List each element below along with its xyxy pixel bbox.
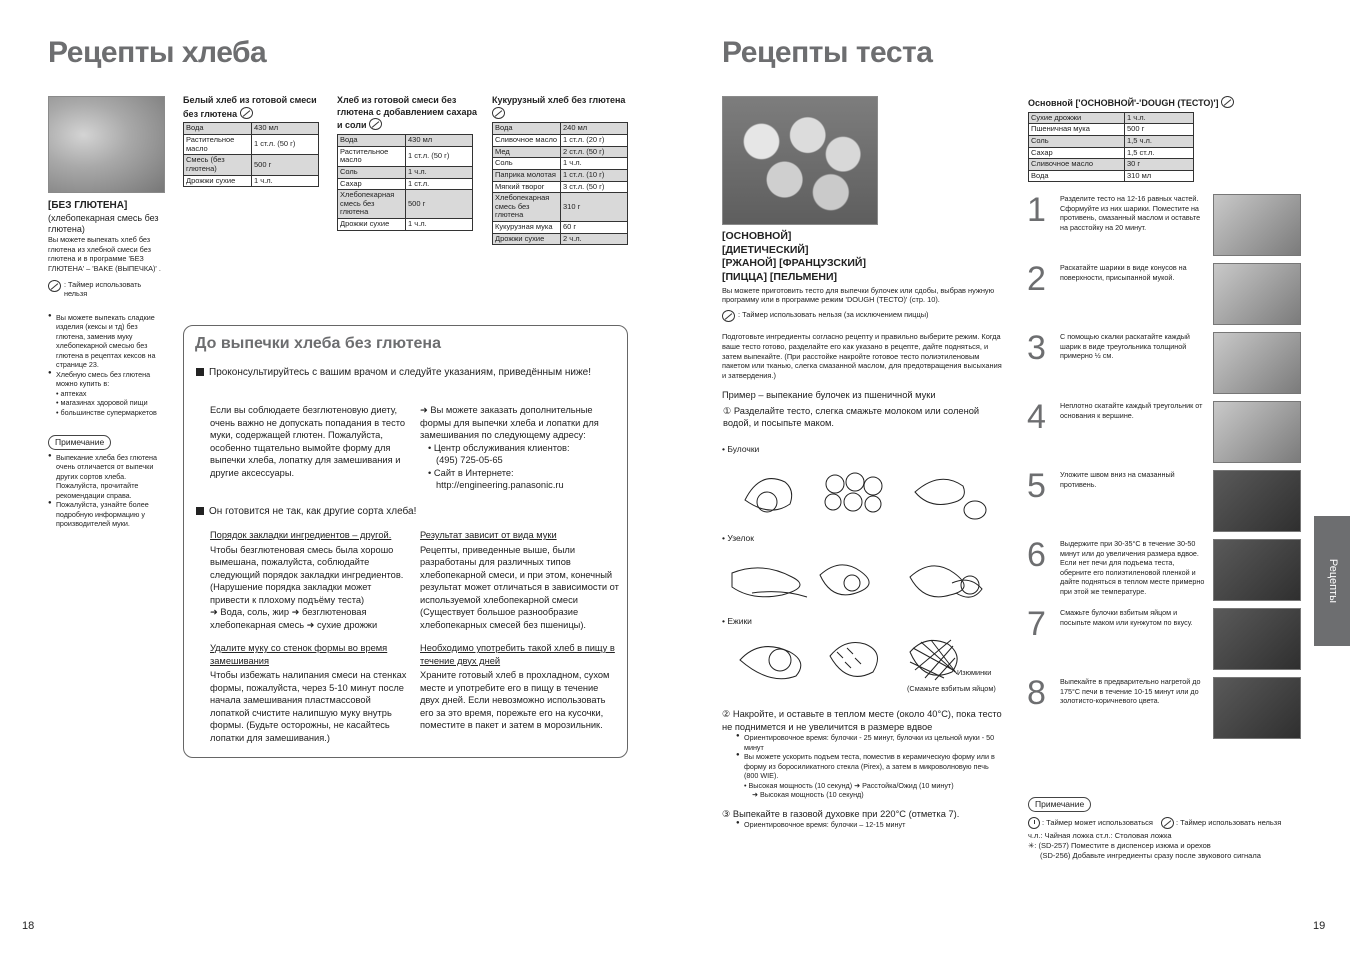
- table-row: Сахар 1,5 ст.л.: [1029, 147, 1194, 159]
- timer-disabled-icon: [369, 118, 382, 130]
- step-5-photo: [1213, 470, 1301, 532]
- table-row: Соль 1,5 ч.л.: [1029, 135, 1194, 147]
- example-step-2: ② Накройте, и оставьте в теплом месте (около 40°C), пока тесто не поднимется и не увеличится в размере вдвое: [722, 709, 1002, 732]
- timer-disabled-icon: [48, 280, 61, 292]
- raisins-label: Изюминки: [957, 668, 992, 677]
- step-text: Неплотно скатайте каждый треугольник от основания к вершине.: [1060, 401, 1203, 420]
- table-row: Смесь (без глютена) 500 г: [184, 155, 319, 175]
- table-row: Дрожжи сухие 2 ч.л.: [493, 233, 628, 245]
- advice-wash-paragraph: Если вы соблюдаете безглютеновую диету, очень важно не допускать попадания в тесто муки, содержащей глютен. Пожалуйста, особенно тщательно вымойте форму для выпечки хлеба, лопатку для замешивания и другие аксессуары.: [210, 405, 406, 478]
- rolls-illustration: [735, 462, 1000, 526]
- timer-disabled-icon: [492, 107, 505, 119]
- ingredients-table: [183, 122, 319, 187]
- step-number: 4: [1027, 398, 1046, 436]
- table-row: Вода 240 мл: [493, 123, 628, 135]
- step-number: 1: [1027, 191, 1046, 229]
- step-3-bullets: [722, 820, 1002, 830]
- list-item: ● Вы можете выпекать сладкие изделия (кексы и тд) без глютена, заменив муку хлебопекарной смесью без глютена в рецептах кексов на странице 23.: [48, 313, 166, 370]
- advice-sub-scrape: Удалите муку со стенок формы во время замешивания Чтобы избежать налипания смеси на стенках формы, пожалуйста, через 5-10 минут после начала замешивания пластмассовой лопаткой счистите налипшую муку внутрь формы. (Будьте осторожны, не касайтесь лопатки для замешивания.): [210, 643, 407, 743]
- ingredients-table: [492, 122, 628, 245]
- table-row: Растительное масло 1 ст.л. (50 г): [184, 135, 319, 155]
- table-row: Пшеничная мука 500 г: [1029, 124, 1194, 136]
- legend-star-1: ✳: (SD-257) Поместите в диспенсер изюма и орехов: [1028, 840, 1211, 850]
- advice-sub-flour: Результат зависит от вида муки Рецепты, приведенные выше, были разработаны для различных типов хлебопекарной смеси, и при этом, конечный результат может отличаться в зависимости от используемой хлебопекарной смеси (Существует большое разнообразие хлебопекарных смесей без пшеницы).: [420, 530, 619, 630]
- table-row: Сухие дрожжи 1 ч.л.: [1029, 112, 1194, 124]
- step-text: Разделите тесто на 12-16 равных частей. Сформуйте из них шарики. Поместите на противень, смазанный маслом и оставьте на расстойку на 20 минут.: [1060, 194, 1201, 232]
- timer-allowed-icon: [1028, 817, 1040, 829]
- step-text: С помощью скалки раскатайте каждый шарик в виде треугольника толщиной примерно ½ см.: [1060, 332, 1190, 360]
- table-row: Хлебопекарная смесь без глютена 310 г: [493, 193, 628, 222]
- advice-sub-storage: Необходимо употребить такой хлеб в пищу в течение двух дней Храните готовый хлеб в прохладном, сухом месте и употребите его в пищу в течение двух дней. Если невозможно использовать его за это время, порежьте его на кусочки, поместите в пакет и затем в морозильник.: [420, 643, 615, 731]
- list-item: • аптеках: [56, 388, 87, 398]
- table-row: Вода 430 мл: [338, 135, 473, 147]
- step-number: 3: [1027, 329, 1046, 367]
- recipe-title: Кукурузный хлеб без глютена: [492, 95, 632, 120]
- buns-photo: [722, 96, 878, 225]
- step-text: Уложите швом вниз на смазанный противень.: [1060, 470, 1175, 489]
- microwave-step-2: ➜ Высокая мощность (10 секунд): [752, 790, 864, 800]
- hedgehog-illustration: [735, 630, 965, 686]
- table-row: Дрожжи сухие 1 ч.л.: [184, 175, 319, 187]
- step-7-photo: [1213, 608, 1301, 670]
- step-text: Смажьте булочки взбитым яйцом и посыпьте маком или кунжутом по вкусу.: [1060, 608, 1193, 627]
- basic-dough-recipe: [1028, 96, 1258, 182]
- example-steps-2-3: [722, 708, 1002, 830]
- timer-disabled-icon: [240, 107, 253, 119]
- table-row: Соль 1 ч.л.: [338, 166, 473, 178]
- step-number: 2: [1027, 260, 1046, 298]
- list-item: ● Вы можете ускорить подъем теста, поместив в керамическую форму или в форму из боросиликатного стекла (Pirex), а затем в микроволновую печь (800 WIE).: [736, 752, 1002, 781]
- table-row: Растительное масло 1 ст.л. (50 г): [338, 146, 473, 166]
- dough-preparation-text: Подготовьте ингредиенты согласно рецепту и правильно выберите режим. Когда ваше тесто готово, разделайте его как указано в рецепте, дайте подняться, и затем выпекайте. (При расстойке накройте готовое тесто полиэтиленовым пакетом или тканью, слегка смазанной маслом, для предотвращения высыхания и затвердения.): [722, 332, 1002, 381]
- mode-list: [ОСНОВНОЙ] [ДИЕТИЧЕСКИЙ] [РЖАНОЙ] [ФРАНЦУЗСКИЙ] [ПИЦЦА] [ПЕЛЬМЕНИ]: [722, 230, 866, 283]
- advice-sub-order: Порядок закладки ингредиентов – другой. Чтобы безглютеновая смесь была хорошо вымешана, пожалуйста, соблюдайте следующий порядок закладки ингредиентов. (Нарушение порядка закладки может привести к плохому подъёму теста) ➜ Вода, соль, жир ➜ безглютеновая хлебопекарная смесь ➜ сухие дрожжи: [210, 530, 404, 630]
- gluten-free-bullets: [48, 313, 166, 389]
- legend: : Таймер может использоваться : Таймер использовать нельзя ч.л.: Чайная ложка ст.л.: Столовая ложка ✳: (SD-257) Поместите в диспенсер изюма и орехов (SD-256) Добавьте ингредиенты сразу после звукового сигнала: [1028, 817, 1328, 861]
- table-row: Хлебопекарная смесь без глютена 500 г: [338, 190, 473, 219]
- recipe-title: Основной ['ОСНОВНОЙ'-'DOUGH (ТЕСТО)']: [1028, 96, 1258, 110]
- step-number: 6: [1027, 536, 1046, 574]
- step-number: 7: [1027, 605, 1046, 643]
- step-2-bullets: [722, 733, 1002, 781]
- recipes-side-tab: [1314, 516, 1350, 646]
- microwave-step-1: • Высокая мощность (10 секунд) ➜ Расстойка/Ожид (10 минут): [744, 780, 954, 790]
- table-row: Соль 1 ч.л.: [493, 158, 628, 170]
- recipe-title: Хлеб из готовой смеси без глютена с добавлением сахара и соли: [337, 95, 478, 131]
- table-row: Дрожжи сухие 1 ч.л.: [338, 219, 473, 231]
- shape-rolls-label: • Булочки: [722, 444, 760, 454]
- timer-disabled-icon: [1161, 817, 1174, 829]
- advice-box-title: До выпечки хлеба без глютена: [195, 335, 441, 352]
- list-item: ● Ориентировочное время: булочки - 25 минут, булочки из цельной муки - 50 минут: [736, 733, 1002, 752]
- table-row: Мягкий творог 3 ст.л. (50 г): [493, 181, 628, 193]
- page-number-left: 18: [22, 920, 35, 932]
- step-4-photo: [1213, 401, 1301, 463]
- step-6-photo: [1213, 539, 1301, 601]
- step-text: Раскатайте шарики в виде конусов на поверхности, присыпанной мукой.: [1060, 263, 1187, 282]
- list-item: ● Хлебную смесь без глютена можно купить в:: [48, 370, 166, 389]
- step-3-photo: [1213, 332, 1301, 394]
- legend-spoons: ч.л.: Чайная ложка ст.л.: Столовая ложка: [1028, 831, 1172, 840]
- list-item: • магазинах здоровой пищи: [56, 398, 148, 408]
- shape-hedgehog-label: • Ежики: [722, 616, 752, 626]
- recipe-title: Белый хлеб из готовой смеси без глютена: [183, 95, 317, 119]
- list-item: ● Пожалуйста, узнайте более подробную информацию у производителей муки.: [48, 500, 166, 529]
- dough-modes: [722, 230, 1002, 430]
- gluten-free-timer-note: : Таймер использовать нельзя: [48, 280, 166, 299]
- dough-timer-note: : Таймер использовать нельзя (за исключением пиццы): [722, 310, 1002, 322]
- knot-illustration: [722, 553, 1000, 609]
- recipe-corn-bread: [492, 95, 632, 245]
- recipe-sugar-salt-bread: [337, 95, 479, 231]
- ingredients-table: [337, 134, 473, 231]
- step-text: Выдержите при 30-35°C в течение 30-50 минут или до увеличения размера вдвое. Если нет печи для подъема теста, оберните его полиэтиленовой пленкой и дайте подняться в теплом месте примерно при этой же температуре.: [1060, 539, 1205, 596]
- table-row: Кукурузная мука 60 г: [493, 222, 628, 234]
- table-row: Паприка молотая 1 ст.л. (10 г): [493, 169, 628, 181]
- side-tab-label: Рецепты: [1326, 558, 1339, 604]
- ingredients-table: [1028, 112, 1194, 183]
- gluten-free-info: [48, 200, 166, 529]
- step-8-photo: [1213, 677, 1301, 739]
- brush-egg-label: (Смажьте взбитым яйцом): [907, 684, 996, 693]
- advice-point-different: Он готовится не так, как другие сорта хлеба!: [196, 505, 616, 519]
- shape-knot-label: • Узелок: [722, 533, 755, 543]
- step-number: 8: [1027, 674, 1046, 712]
- example-step-1: ① Разделайте тесто, слегка смажьте молоком или соленой водой, и посыпьте маком.: [723, 405, 980, 429]
- list-item: • большинстве супермаркетов: [56, 407, 157, 417]
- example-title: Пример – выпекание булочек из пшеничной муки: [722, 389, 936, 400]
- recipe-white-bread: [183, 95, 329, 187]
- gluten-free-advice-box: [183, 325, 628, 758]
- table-row: Сливочное масло 30 г: [1029, 159, 1194, 171]
- table-row: Сливочное масло 1 ст.л. (20 г): [493, 135, 628, 147]
- table-row: Вода 310 мл: [1029, 170, 1194, 182]
- dough-intro: Вы можете приготовить тесто для выпечки булочек или сдобы, выбрав нужную программу или в программе режим 'DOUGH (ТЕСТО)' (стр. 10).: [722, 285, 995, 305]
- step-number: 5: [1027, 467, 1046, 505]
- advice-point-consult: Проконсультируйтесь с вашим врачом и следуйте указаниям, приведённым ниже!: [196, 366, 616, 380]
- list-item: ● Ориентировочное время: булочки – 12-15 минут: [736, 820, 1002, 830]
- step-1-photo: [1213, 194, 1301, 256]
- left-page-title: Рецепты хлеба: [48, 36, 267, 69]
- note-label: Примечание: [1028, 797, 1091, 812]
- timer-disabled-icon: [722, 310, 735, 322]
- table-row: Мед 2 ст.л. (50 г): [493, 146, 628, 158]
- timer-disabled-icon: [1221, 96, 1234, 108]
- legend-star-2: (SD-256) Добавьте ингредиенты сразу после звукового сигнала: [1040, 850, 1261, 860]
- table-row: Сахар 1 ст.л.: [338, 178, 473, 190]
- step-2-photo: [1213, 263, 1301, 325]
- advice-order-info: ➜ Вы можете заказать дополнительные формы для выпечки хлеба и лопатки для замешивания по следующему адресу: • Центр обслуживания клиентов: (495) 725-05-65 • Сайт в Интернете: http://engineering.panasonic.ru: [420, 404, 620, 492]
- gluten-free-notes: [48, 453, 166, 529]
- example-step-3: ③ Выпекайте в газовой духовке при 220°C (отметка 7).: [722, 808, 960, 819]
- note-label: Примечание: [48, 435, 111, 450]
- panasonic-site-link[interactable]: http://engineering.panasonic.ru: [436, 480, 564, 491]
- gluten-free-subheading: (хлебопекарная смесь без глютена): [48, 212, 159, 234]
- table-row: Вода 430 мл: [184, 123, 319, 135]
- step-text: Выпекайте в предварительно нагретой до 175°C печи в течение 10-15 минут или до золотисто-коричневого цвета.: [1060, 677, 1201, 705]
- page-number-right: 19: [1313, 920, 1326, 932]
- gluten-free-bread-photo: [48, 96, 165, 193]
- where-to-buy-list: [48, 389, 166, 418]
- gluten-free-text: Вы можете выпекать хлеб без глютена из хлебной смеси без глютена и в программе 'БЕЗ ГЛЮТЕНА' – 'BAKE (ВЫПЕЧКА)' .: [48, 235, 161, 273]
- gluten-free-heading: [БЕЗ ГЛЮТЕНА]: [48, 200, 128, 211]
- list-item: ● Выпекание хлеба без глютена очень отличается от выпечки других сортов хлеба. Пожалуйста, прочитайте рекомендации справа.: [48, 453, 166, 501]
- right-page-title: Рецепты теста: [722, 36, 933, 69]
